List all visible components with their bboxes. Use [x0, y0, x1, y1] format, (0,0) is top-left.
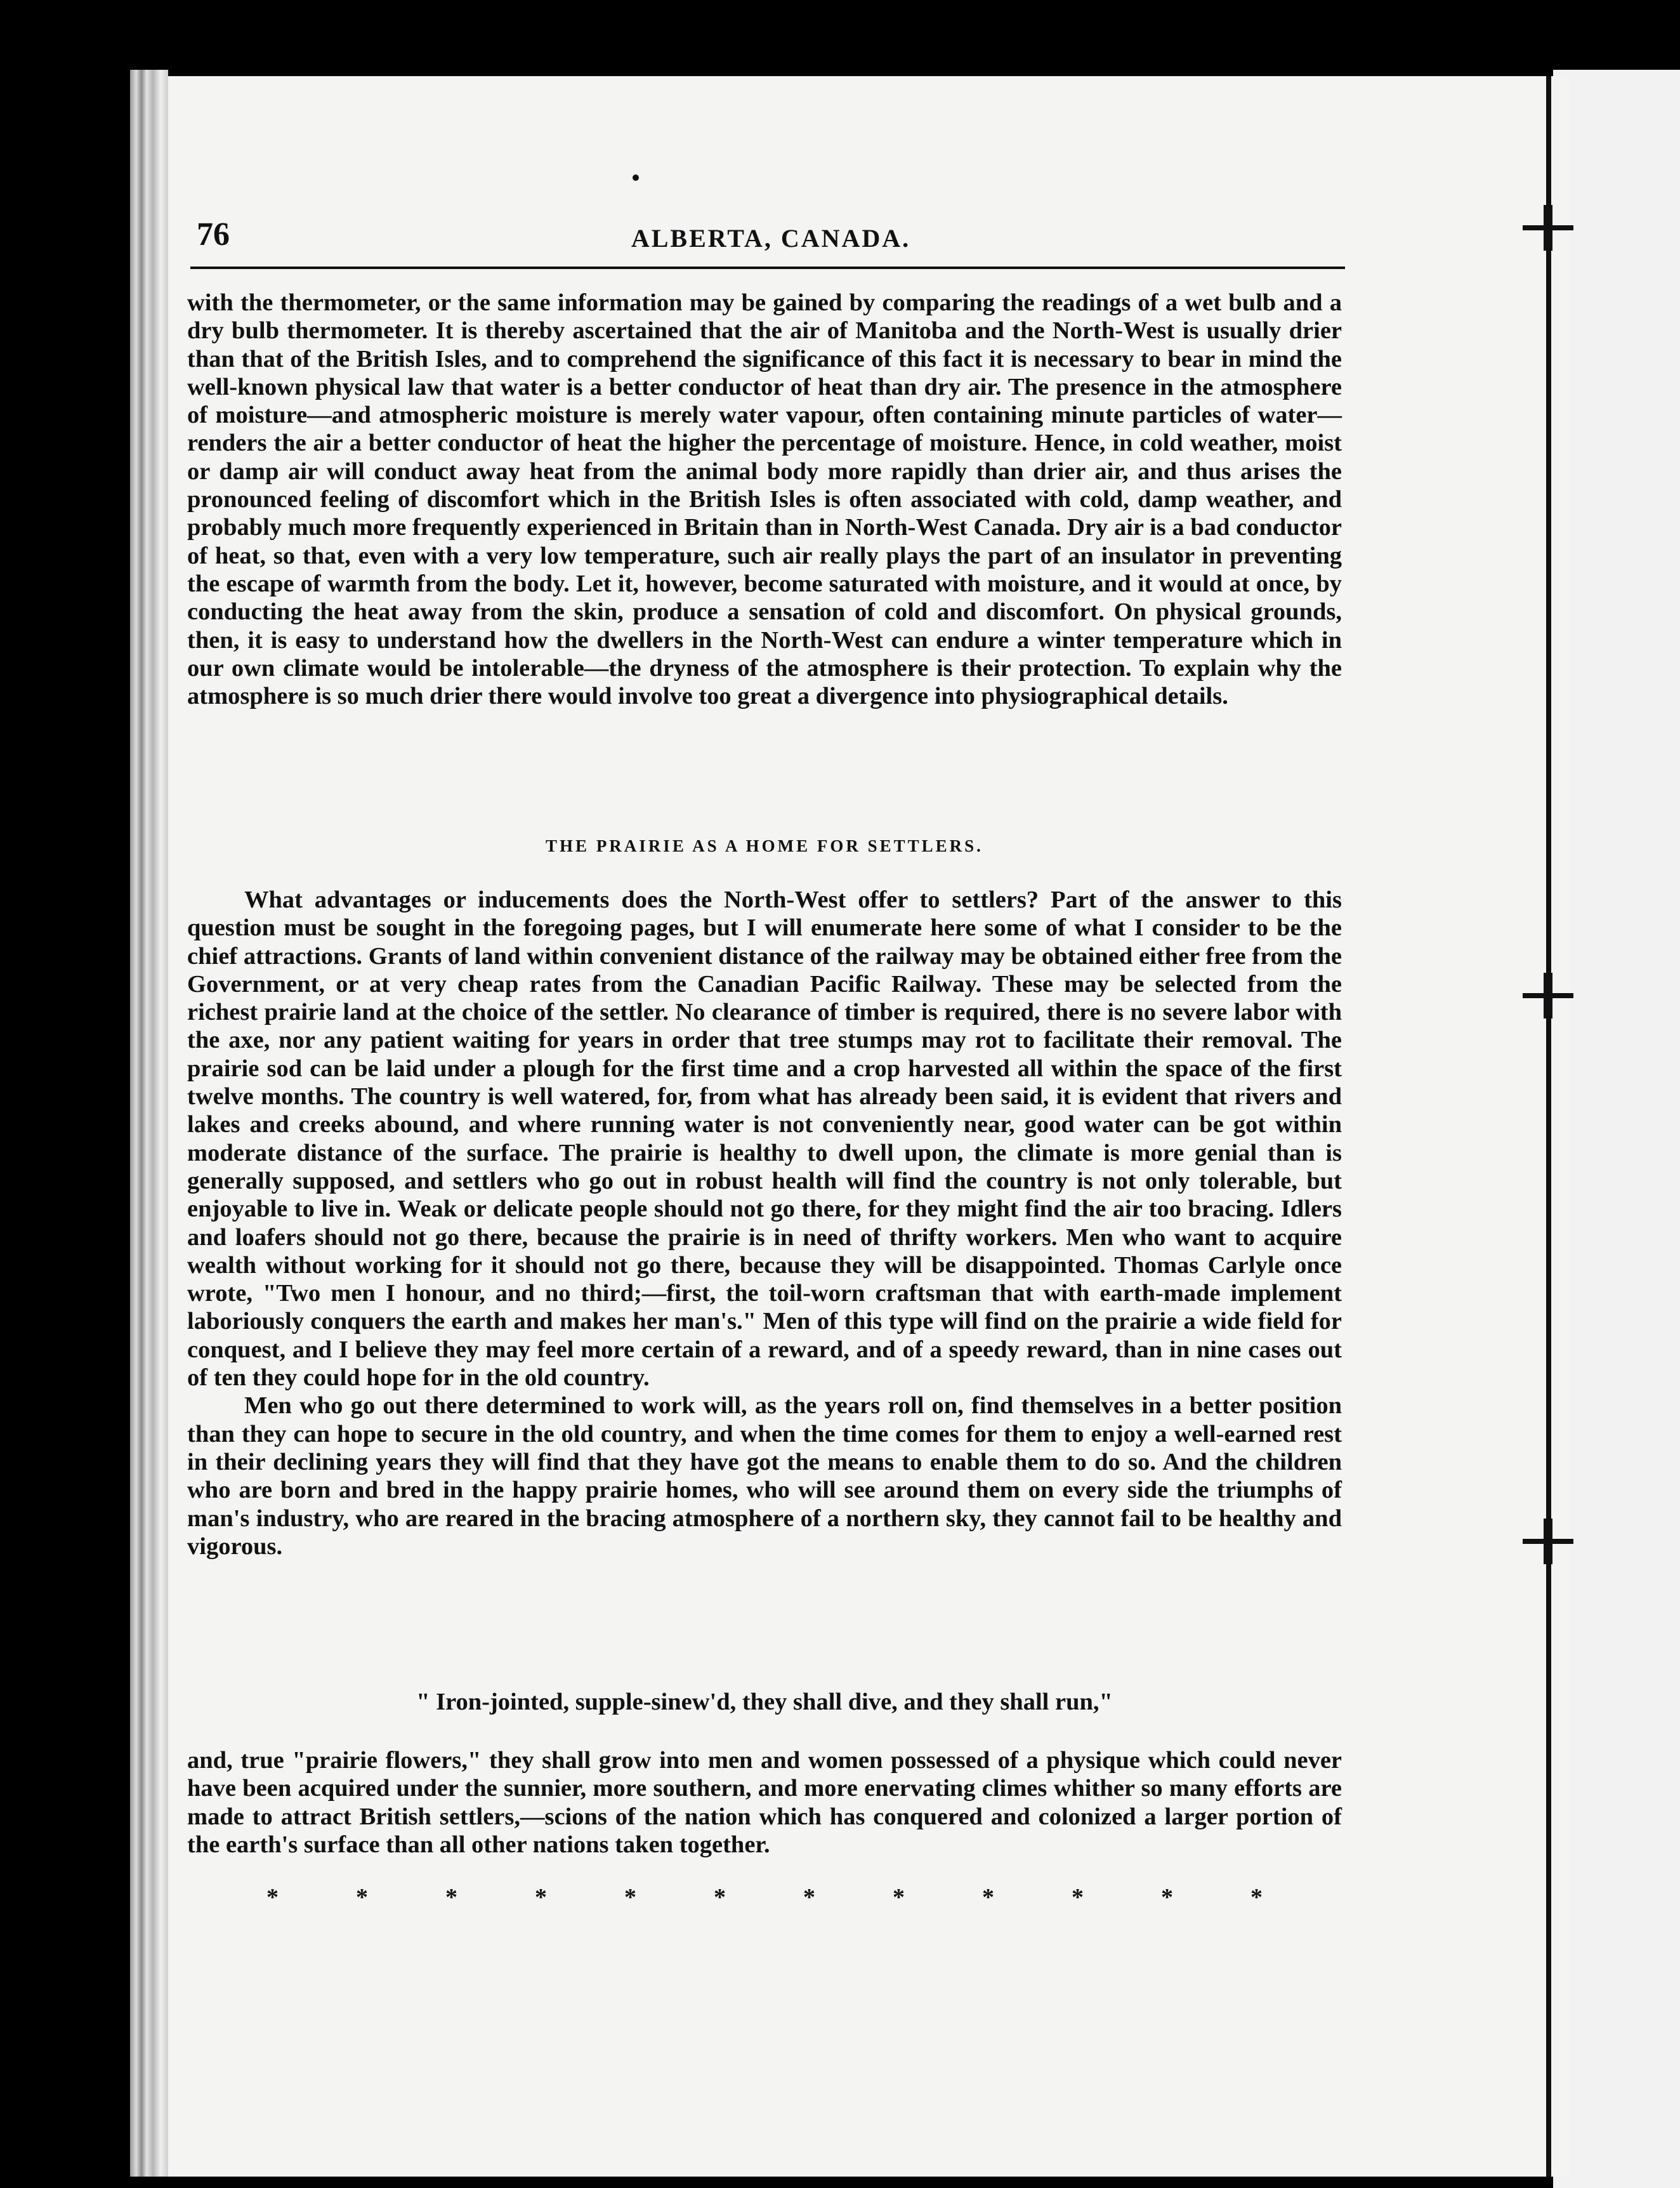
- asterisk: *: [1250, 1884, 1263, 1911]
- body-text-bottom: [187, 1746, 1342, 1859]
- asterisk: *: [1072, 1884, 1084, 1911]
- page-header: [197, 216, 1345, 273]
- ink-speck: [633, 175, 639, 181]
- binding-clip-mark: [1523, 993, 1573, 998]
- paragraph: Men who go out there determined to work will, as the years roll on, find themselves in a better position than they can hope to secure in the old country, and when the time comes for them to enjoy a well-earned rest in their declining years they will find that they have got the means to enable them to do so. And the children who are born and bred in the happy prairie homes, who will see around them on every side the triumphs of man's industry, who are reared in the bracing atmosphere of a northern sky, they cannot fail to be healthy and vigorous.: [187, 1392, 1342, 1560]
- asterisk: *: [624, 1884, 636, 1911]
- asterisk: *: [1161, 1884, 1173, 1911]
- section-heading: THE PRAIRIE AS A HOME FOR SETTLERS.: [546, 836, 983, 855]
- body-text-middle: [187, 886, 1342, 1560]
- body-text-top: [187, 289, 1342, 710]
- running-head: ALBERTA, CANADA.: [631, 224, 911, 253]
- asterisk: *: [266, 1884, 279, 1911]
- asterisk: *: [893, 1884, 905, 1911]
- asterisk: *: [714, 1884, 726, 1911]
- asterisk: *: [535, 1884, 547, 1911]
- asterisk: *: [803, 1884, 815, 1911]
- verse-quote: " Iron-jointed, supple-sinew'd, they shall dive, and they shall run,": [416, 1689, 1113, 1715]
- gutter-binding-line: [1546, 76, 1551, 2177]
- paragraph: What advantages or inducements does the North-West offer to settlers? Part of the answer to this question must be sought in the foregoing pages, but I will enumerate here some of what I consider to be the chief attractions. Grants of land within convenient distance of the railway may be obtained either free from the Government, or at very cheap rates from the Canadian Pacific Railway. These may be selected from the richest prairie land at the choice of the settler. No clearance of timber is required, there is no severe labor with the axe, nor any patient waiting for years in order that tree stumps may rot to facilitate their removal. The prairie sod can be laid under a plough for the first time and a crop harvested all within the space of the first twelve months. The country is well watered, for, from what has already been said, it is evident that rivers and lakes and creeks abound, and where running water is not conveniently near, good water can be got within moderate distance of the surface. The prairie is healthy to dwell upon, the climate is more genial than is generally supposed, and settlers who go out in robust health will find the country is not only tolerable, but enjoyable to live in. Weak or delicate people should not go there, for they might find the air too bracing. Idlers and loafers should not go there, because the prairie is in need of thrifty workers. Men who want to acquire wealth without working for it should not go there, because they will be disappointed. Thomas Carlyle once wrote, "Two men I honour, and no third;—first, the toil-worn craftsman that with earth-made implement laboriously conquers the earth and makes her man's." Men of this type will find on the prairie a wide field for conquest, and I believe they may feel more certain of a reward, and of a speedy reward, than in nine cases out of ten they could hope for in the old country.: [187, 886, 1342, 1392]
- asterisk: *: [982, 1884, 994, 1911]
- paragraph: with the thermometer, or the same information may be gained by comparing the readings of a wet bulb and a dry bulb thermometer. It is thereby ascertained that the air of Manitoba and the North-West is usually drier than that of the British Isles, and to comprehend the significance of this fact it is necessary to bear in mind the well-known physical law that water is a better conductor of heat than dry air. The presence in the atmosphere of moisture—and atmospheric moisture is merely water vapour, often containing minute particles of water—renders the air a better conductor of heat the higher the percentage of moisture. Hence, in cold weather, moist or damp air will conduct away heat from the animal body more rapidly than drier air, and thus arises the pronounced feeling of discomfort which in the British Isles is often associated with cold, damp weather, and probably much more frequently experienced in Britain than in North-West Canada. Dry air is a bad conductor of heat, so that, even with a very low temperature, such air really plays the part of an insulator in preventing the escape of warmth from the body. Let it, however, become saturated with moisture, and it would at once, by conducting the heat away from the skin, produce a sensation of cold and discomfort. On physical grounds, then, it is easy to understand how the dwellers in the North-West can endure a winter temperature which in our own climate would be intolerable—the dryness of the atmosphere is their protection. To explain why the atmosphere is so much drier there would involve too great a divergence into physiographical details.: [187, 289, 1342, 710]
- stacked-page-edges: [130, 70, 168, 2177]
- page-number: 76: [197, 216, 230, 253]
- section-break-asterisks: [266, 1883, 1263, 1911]
- asterisk: *: [445, 1884, 457, 1911]
- binding-clip-mark: [1523, 1539, 1573, 1544]
- paragraph: and, true "prairie flowers," they shall grow into men and women possessed of a physique which could never have been acquired under the sunnier, more southern, and more enervating climes whither so many efforts are made to attract British settlers,—scions of the nation which has conquered and colonized a larger portion of the earth's surface than all other nations taken together.: [187, 1747, 1342, 1858]
- header-rule: [190, 267, 1345, 269]
- binding-clip-mark: [1523, 225, 1573, 230]
- asterisk: *: [356, 1884, 368, 1911]
- facing-page-strip: [1553, 70, 1680, 2188]
